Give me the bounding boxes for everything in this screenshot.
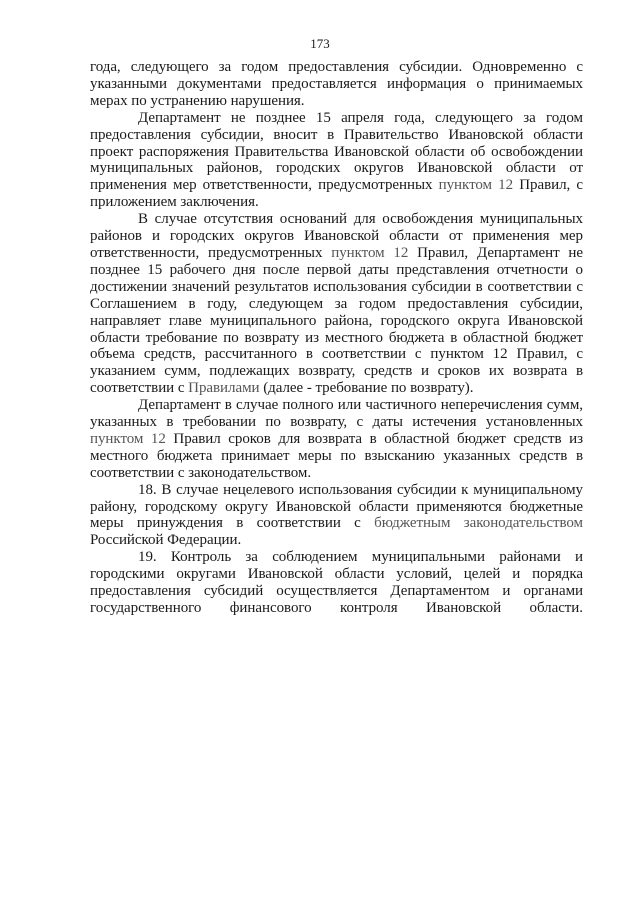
legal-reference-link[interactable]: пунктом 12 (331, 244, 409, 261)
paragraph (90, 482, 583, 550)
paragraph-text: Российской Федерации. (90, 532, 242, 549)
paragraph-text: (далее - требование по возврату). (259, 380, 474, 397)
legal-reference-link[interactable]: бюджетным законодательством (374, 515, 583, 532)
paragraph-text: Департамент в случае полного или частичного неперечисления сумм, указанных в требовании по возврату, с даты истечения установленных (90, 397, 583, 431)
paragraph-text: Департамент не позднее 15 апреля года, следующего за годом предоставления субсидии, вносит в Правительство Ивановской области проект распоряжения Правительства Ивановской области об освобождении муниципальных районов, городских округов Ивановской области от применения мер ответственности, предусмотренных (90, 109, 583, 194)
document-body (90, 59, 583, 617)
paragraph-text: Правил сроков для возврата в областной бюджет средств из местного бюджета принимает меры по взысканию указанных средств в соответствии с законодательством. (90, 430, 583, 481)
page-number: 173 (310, 36, 330, 51)
paragraph (90, 397, 583, 482)
paragraph (90, 211, 583, 397)
paragraph-text: Правил, с приложением заключения. (90, 177, 583, 211)
paragraph-text: Правил, Департамент не позднее 15 рабочего дня после первой даты представления отчетности о достижении значений результатов использования субсидии в соответствии с Соглашением в году, следующем за годом предоставления субсидии, направляет главе муниципального района, городского округа Ивановской области требование по возврату из местного бюджета в областной бюджет объема средств, рассчитанного в соответствии с пунктом 12 Правил, с указанием сумм, подлежащих возврату, средств и сроков их возврата в соответствии с (90, 244, 584, 397)
paragraph-text: 18. В случае нецелевого использования субсидии к муниципальному району, городскому округу Ивановской области применяются бюджетные меры принуждения в соответствии с (90, 481, 583, 532)
legal-reference-link[interactable]: Правилами (188, 380, 260, 397)
paragraph: 19. Контроль за соблюдением муниципальными районами и городскими округами Ивановской области условий, целей и порядка предоставления субсидий осуществляется Департаментом и органами государственного финансового контроля Ивановской области. (90, 549, 583, 616)
paragraph-text: В случае отсутствия оснований для освобождения муниципальных районов и городских округов Ивановской области от применения мер ответственности, предусмотренных (90, 211, 583, 261)
paragraph (90, 110, 583, 211)
paragraph: года, следующего за годом предоставления субсидии. Одновременно с указанными документами предоставляется информация о принимаемых мерах по устранению нарушения. (90, 59, 583, 109)
legal-reference-link[interactable]: пунктом 12 (438, 177, 514, 194)
legal-reference-link[interactable]: пунктом 12 (90, 430, 166, 447)
